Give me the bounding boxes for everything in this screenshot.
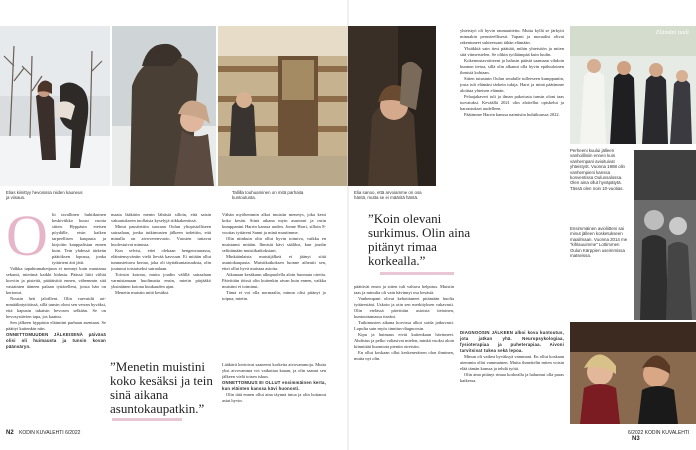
caption-arena: Ensimmäinen avioliitteni sai minut jälleen kosketukseen maailmaan. Vuonna 2014 me "kihlauuimme" Lottimmen Oulun Kärppien useimmissa matseissa. [570,226,628,259]
column-5: päättivät ensin ja sitten tuli valtava helpotus. Muistin taas ja minulta oli vain hävinnyt osa kesästä. Vanhempani olivat kehoittaneet pitämään huolta tyttärestäni. Uskoin ja otin sen merkityksen vakavasti. Olin etelässä päivittäin asioista tietoinen, kuntouttamassa itseäni. Tutkimusten aikana korvissa alkoi soida jatkuvasti. Lopulta sain myös tinnitus-diagnoosin. Kipu ja huimaus eivät kuitenkaan hävinneet. Ahdistus ja pelko valtasivat mielen, minkä vuoksi aloin kiinnittää huomiota pieniin oireisiin. En ollut koskaan ollut keskeneräisen olon ihminen, mutta nyt olin. [354,284,454,361]
column-2: maata lääkärin menin lähtisiä silloin, että saisin vakuutukseen tuollaisia kyselyjä riikkakentissä. Minut passitettiin suoraan Oulun yliopistolliseen sairaalaan, jonka tutkimusten jälkeen todettiin, että minulla on aivoverenvuoto. Vuosien tuttavat huolestuivat minusta. Kun selvisi, ettei olekaan hengenvaarassa, eläintensyväniin vielä lievää kasvuun. Ei mitään ollut tunnustettava kertaa, joka oli täyttäkuntaisuuksia, olin joutunut toistaiseksi sairaalaan. Toivuin kotona, mutta joudin välillä sairaalaan varmistamaan huolimatta ensin, mietin pärjääkö yksinäinen kotona kuukauden ajan. Menetin muistin mitä kesäksi. [111,212,211,295]
caption-photo-2: Tallilla touhuaminen on mitä parhaita kuntoutusta. [232,190,304,201]
horse-closeup-illustration [112,26,216,186]
dark-portrait-illustration [348,26,436,186]
column-7: DIAGNOOSIN JÄLKEEN alkoi kova kuntoutus, jota jatkan yhä. Neuropsykologiaa, fysioterapiaa ja puheterapiaa. Aivoni tarvitsivat tukea sekä lepoa. Minun oli vaikea hyväksyä vammani. En ollut koskaan aiemmin ollut vammainen. Mutta ihmettelin miten voisin elää tämän kanssa ja tehdä työtä. Olin aina pitänyt rimaa korkealla ja halunnut olla paras kaikessa. [460,330,564,383]
stable-illustration [218,26,348,186]
drop-cap: O [6,203,48,268]
caption-photo-1: Elias kiinittyy hevosissa niiden kauneus ja viisaus. [6,190,83,201]
folio-right [628,430,696,442]
folio-left [6,430,80,436]
photo-snow-horse [0,26,110,186]
page-number-right: N3 [632,436,640,442]
pull-quote-2: ”Koin olevani surkimus. Olin aina pitänyt rimaa korkealla.” [368,211,471,268]
hockey-fans-illustration [570,322,696,424]
caption-photo-3: Elia sanoo, että arvoiamme on osa häntä, mutta se ei määritä häntä. [354,190,422,201]
right-page [348,0,696,450]
section-rubric: Elämäni tuuli [656,30,689,36]
quote-underline-2 [380,272,454,275]
snow-scene-illustration [0,26,110,186]
photo-dark-portrait [348,26,436,186]
pull-quote-1: ”Menetin muistini koko kesäksi ja tein sinä aikana asuntokaupatkin.” [110,359,213,416]
photo-hockey-fans [570,322,696,424]
caption-wedding: Perheeni kuului jälleen vanhoillisiin ennen kuin vanhempani avioituivat yhteistyöt. Vuonna 1988 olin vanhempieni kanssa konventissa Oulunsalossa. Olen aina ollut hyväpätytä. Tässä olen noin 10-vuotias. [570,148,626,191]
photo-horse-closeup [112,26,216,186]
page-number-left: N2 [6,430,14,436]
magazine-title-left: KODIN KUVALEHTI 6/2022 [19,430,81,436]
column-6: yhteistyö oli hyvin raumauttettu. Mutta kyllä se järkytti minuakin perusteellisesti. Tapani ja moraalisi olivat rakentuneet suhteessani tähän elämään. Yhtäkkiä sain tiesi päättää, mihin yhteisöön ja miten sitä viimeistelen. Se olikin työläämpää kuin luulin. Kokemustavoitteeni ja halusin päästä saamaan vihdoin kunnon tietoa, sillä olin alkanut olla hyvin epäluuloinen ihmisiä kohtaan. Sitten tutustuin Oulun seudulle tulleeseen kumppaniin, josta tuli elämäni tärkein tukija. Harri ja minä päätimme aloittaa yhteisen elämän. Pelaajakaveri tuli ja ilman pakotusta tunsin oloni taas turvatuksi. Keväällä 2021 olin aloitellut opiskelut ja harrastukset uudelleen. Päätimme Harrin kanssa naimisiin huhtikuussa 2022. [460,28,564,117]
column-3: Vähän myöhemmin alkoi muistin menetys, joka kesti koko kesän. Siinä aikana myin asuntoni ja ostin kumppanini Harrin kanssa uuden. Jonne Harri, silloin 8-vuotias tyttäreni Sanni ja minä muutimme. Olin niinkuin olin ollut hyvin toimiva, vaikka en muistanut mitään. Ihmisiä kävi sääliksi, kun joudin selittämään muistikatkoksiani. Minkäänlaista muistijälkeä ei jäänyt siitä asuntokaupasta. Muistikatkoksen luonne aiheutti sen, ettei ollut hyvä muistaa asioita. Aikanaan kesäkuun alkupuolella aloin huomata oireita. Päivittäin töissä olin kuitenkin aivan kuin ennen, vaikka muistini ei toiminut. Tämä ei voi olla normaalia, minun olisi pitänyt jo toipua, mietin. [222,212,326,301]
column-1: lit tavallinen huhtikuinen keskiviikko kuusi vuotta sitten. Hyppäsin eteisen pöydälle, etsin kaiken tarpeellisen kaupasta ja kirjoitin kauppalistan ennen kuin. Tein yhdessä tärkeän päätöksen lopussa, jonka tyttärieni äiti jätti. Valkka tapahtumaketjuun ei mennyt kuin muutama sekunti, mietimä kaikki hidasta. Päässä liitti viiltiä korviin ja pisteitä, pääätisittä ennen, vähemmin sitä vastainten ääneen palaan tyttärelleni, joista hän on kertonut. Nousin heti jaloilleni. Olin vaevaidit ari-mmäälintyttöässä, sillä tunsin oloni sen verran hyväksi, että kapusin takaisin hevosen selkään. Se on hevosystävien tapa, jos kaatuu. Sen jälkeen hyppäsin eläimiini parhaan asentaan. Se päättyi kuitenkin niin. ONNETTOMUUDEN JÄLKEISENÄ päivänä olisi oli huimausta ja tunsin kovan päänsäryn. [6,212,106,349]
magazine-title-right: 6/2022 KODIN KUVALEHTI [628,430,690,436]
wedding-illustration [570,26,696,144]
arena-illustration [634,150,696,320]
quote-underline-1 [112,418,182,421]
photo-stable [218,26,348,186]
photo-arena [634,150,696,320]
photo-wedding [570,26,696,144]
column-4: Lääkärit kertoivat saaneeni korkeita aivovammoja. Mutta yksi aivovamma voi vaikuttaa kauan, ja olin saanut sen jälkeen vielä toisen iskun. ONNETTOMUUS EI OLLUT ensimmäinen kerta, kun eläinten kanssa kävi huonosti. Olin tätä ennen ollut aina täynnä intoa ja olin hoitanut asiat hyvin. [222,362,326,403]
